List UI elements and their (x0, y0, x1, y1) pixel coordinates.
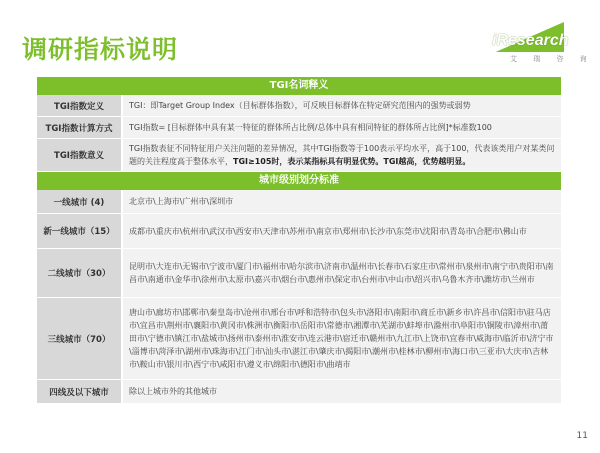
row-content: 成都市\重庆市\杭州市\武汉市\西安市\天津市\苏州市\南京市\郑州市\长沙市\东莞市\沈阳市\青岛市\合肥市\佛山市 (123, 214, 561, 248)
row-label: TGI指数计算方式 (37, 117, 123, 138)
page-number: 11 (576, 431, 588, 441)
table-row (37, 249, 561, 298)
row-content: 唐山市\廊坊市\邯郸市\秦皇岛市\沧州市\邢台市\呼和浩特市\包头市\洛阳市\南阳市\商丘市\新乡市\许昌市\信阳市\驻马店市\宜昌市\荆州市\襄阳市\黄冈市\株洲市\衡阳市\岳阳市\常德市\湘潭市\芜湖市\蚌埠市\滁州市\阜阳市\铜陵市\漳州市\莆田市\宁德市\镇江市\盐城市\扬州市\泰州市\淮安市\连云港市\宿迁市\赣州市\九江市\上饶市\宜春市\威海市\临沂市\济宁市\淄博市\菏泽市\湖州市\珠海市\江门市\汕头市\湛江市\肇庆市\揭阳市\潮州市\桂林市\柳州市\海口市\三亚市\大庆市\吉林市\鞍山市\银川市\西宁市\咸阳市\遵义市\绵阳市\德阳市\曲靖市 (123, 298, 561, 379)
row-content: TGI：即Target Group Index（目标群体指数），可反映目标群体在特定研究范围内的强势或弱势 (123, 95, 561, 116)
row-content (123, 139, 561, 171)
tgi-section-header: TGI名词释义 (37, 77, 561, 95)
table-row (37, 95, 561, 117)
table-row (37, 190, 561, 214)
row-label: TGI指数意义 (37, 139, 123, 171)
iresearch-logo (488, 22, 594, 68)
city-section-header: 城市级别划分标准 (37, 172, 561, 190)
row-label: TGI指数定义 (37, 95, 123, 116)
logo-name: iResearch (492, 32, 569, 49)
page-title: 调研指标说明 (22, 35, 179, 64)
tgi-meaning-text: TGI指数表征不同特征用户关注问题的差异情况，其中TGI指数等于100表示平均水平，高于100，代表该类用户对某类问题的关注程度高于整体水平， (129, 144, 555, 166)
row-label: 一线城市 (4) (37, 190, 123, 213)
logo-subtitle: 艾 瑞 咨 询 (510, 55, 594, 63)
row-label: 四线及以下城市 (37, 380, 123, 403)
tgi-meaning-emphasis: TGI≥105时，表示某指标具有明显优势。TGI越高，优势越明显。 (233, 157, 471, 166)
table-row (37, 139, 561, 172)
row-label: 三线城市（70） (37, 298, 123, 379)
table-row (37, 117, 561, 139)
table-row (37, 214, 561, 249)
table-row (37, 298, 561, 380)
row-content: TGI指数= [目标群体中具有某一特征的群体所占比例/总体中具有相同特征的群体所占比例]*标准数100 (123, 117, 561, 138)
row-label: 二线城市（30） (37, 249, 123, 297)
row-content: 除以上城市外的其他城市 (123, 380, 561, 403)
row-content: 北京市\上海市\广州市\深圳市 (123, 190, 561, 213)
table-row (37, 380, 561, 404)
row-content: 昆明市\大连市\无锡市\宁波市\厦门市\福州市\哈尔滨市\济南市\温州市\长春市\石家庄市\常州市\泉州市\南宁市\贵阳市\南昌市\南通市\金华市\徐州市\太原市\嘉兴市\烟台市\惠州市\保定市\台州市\中山市\绍兴市\乌鲁木齐市\潍坊市\兰州市 (123, 249, 561, 297)
row-label: 新一线城市（15） (37, 214, 123, 248)
